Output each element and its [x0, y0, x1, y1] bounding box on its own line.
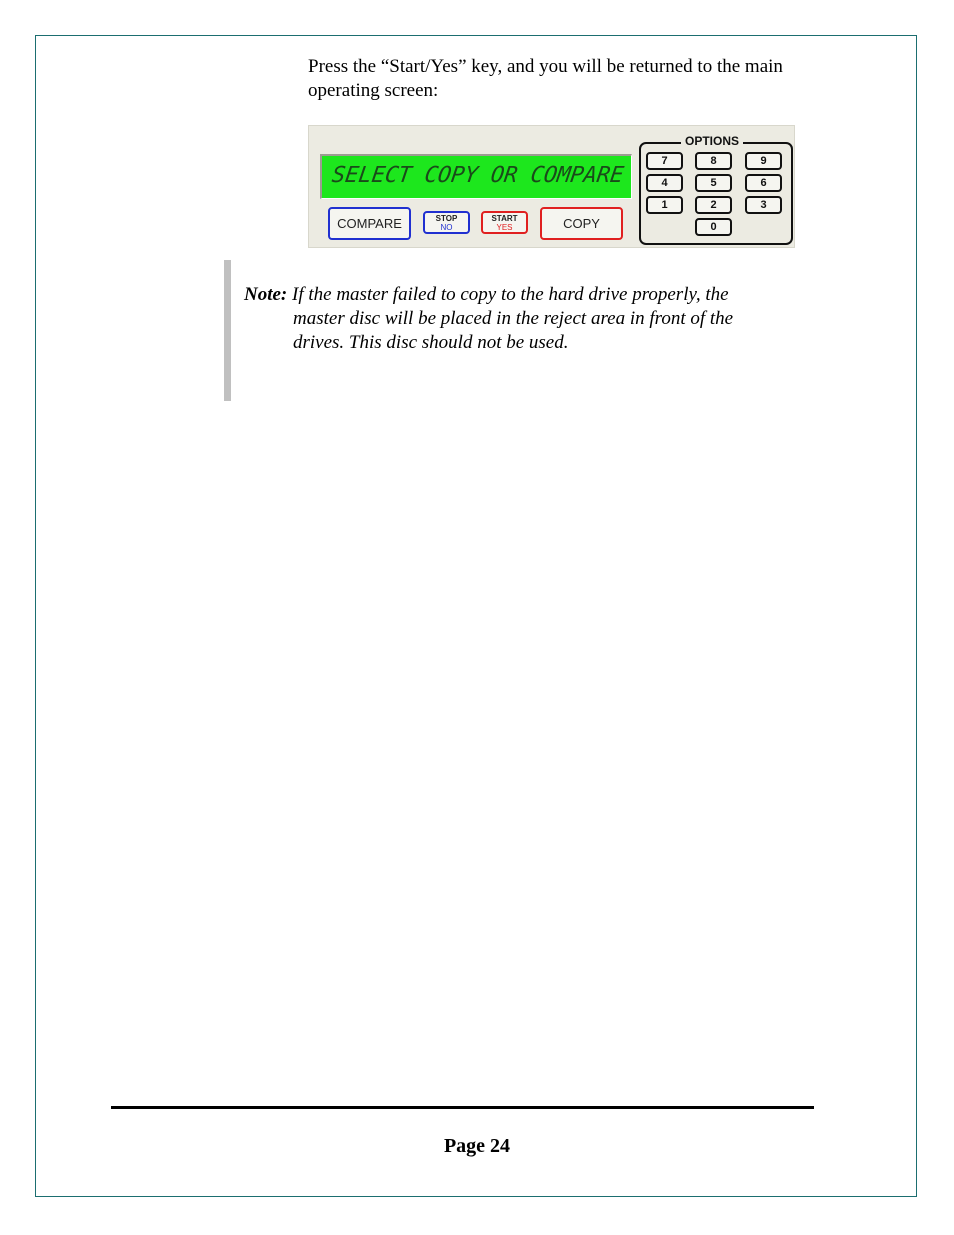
keypad-key-8: 8 — [695, 152, 732, 170]
yes-label: YES — [496, 223, 513, 232]
intro-line-2: operating screen: — [308, 80, 439, 101]
compare-button: COMPARE — [328, 207, 411, 240]
stop-label: STOP — [435, 214, 458, 223]
stop-no-button — [423, 211, 470, 234]
keypad-key-7: 7 — [646, 152, 683, 170]
keypad-key-6: 6 — [745, 174, 782, 192]
lcd-text: SELECT COPY OR COMPARE — [330, 163, 626, 188]
note-sidebar-bar — [224, 260, 231, 401]
note-block — [244, 283, 784, 355]
note-line-2: master disc will be placed in the reject area in front of the — [293, 308, 734, 329]
keypad-key-5: 5 — [695, 174, 732, 192]
intro-paragraph — [308, 55, 828, 103]
copy-button: COPY — [540, 207, 623, 240]
intro-line-1: Press the “Start/Yes” key, and you will be returned to the main — [308, 56, 783, 77]
keypad-key-4: 4 — [646, 174, 683, 192]
note-line-1: If the master failed to copy to the hard drive properly, the — [287, 284, 729, 305]
keypad-key-9: 9 — [745, 152, 782, 170]
no-label: NO — [440, 223, 453, 232]
keypad-key-0: 0 — [695, 218, 732, 236]
note-label: Note: — [244, 284, 288, 305]
control-panel-image — [308, 125, 795, 248]
page-number: Page 24 — [443, 1135, 511, 1157]
start-yes-button — [481, 211, 528, 234]
options-label: OPTIONS — [681, 134, 743, 148]
lcd-display — [320, 154, 632, 199]
footer-rule — [111, 1106, 814, 1109]
start-label: START — [491, 214, 518, 223]
note-line-3: drives. This disc should not be used. — [293, 332, 569, 353]
keypad-key-1: 1 — [646, 196, 683, 214]
keypad-key-2: 2 — [695, 196, 732, 214]
keypad-key-3: 3 — [745, 196, 782, 214]
